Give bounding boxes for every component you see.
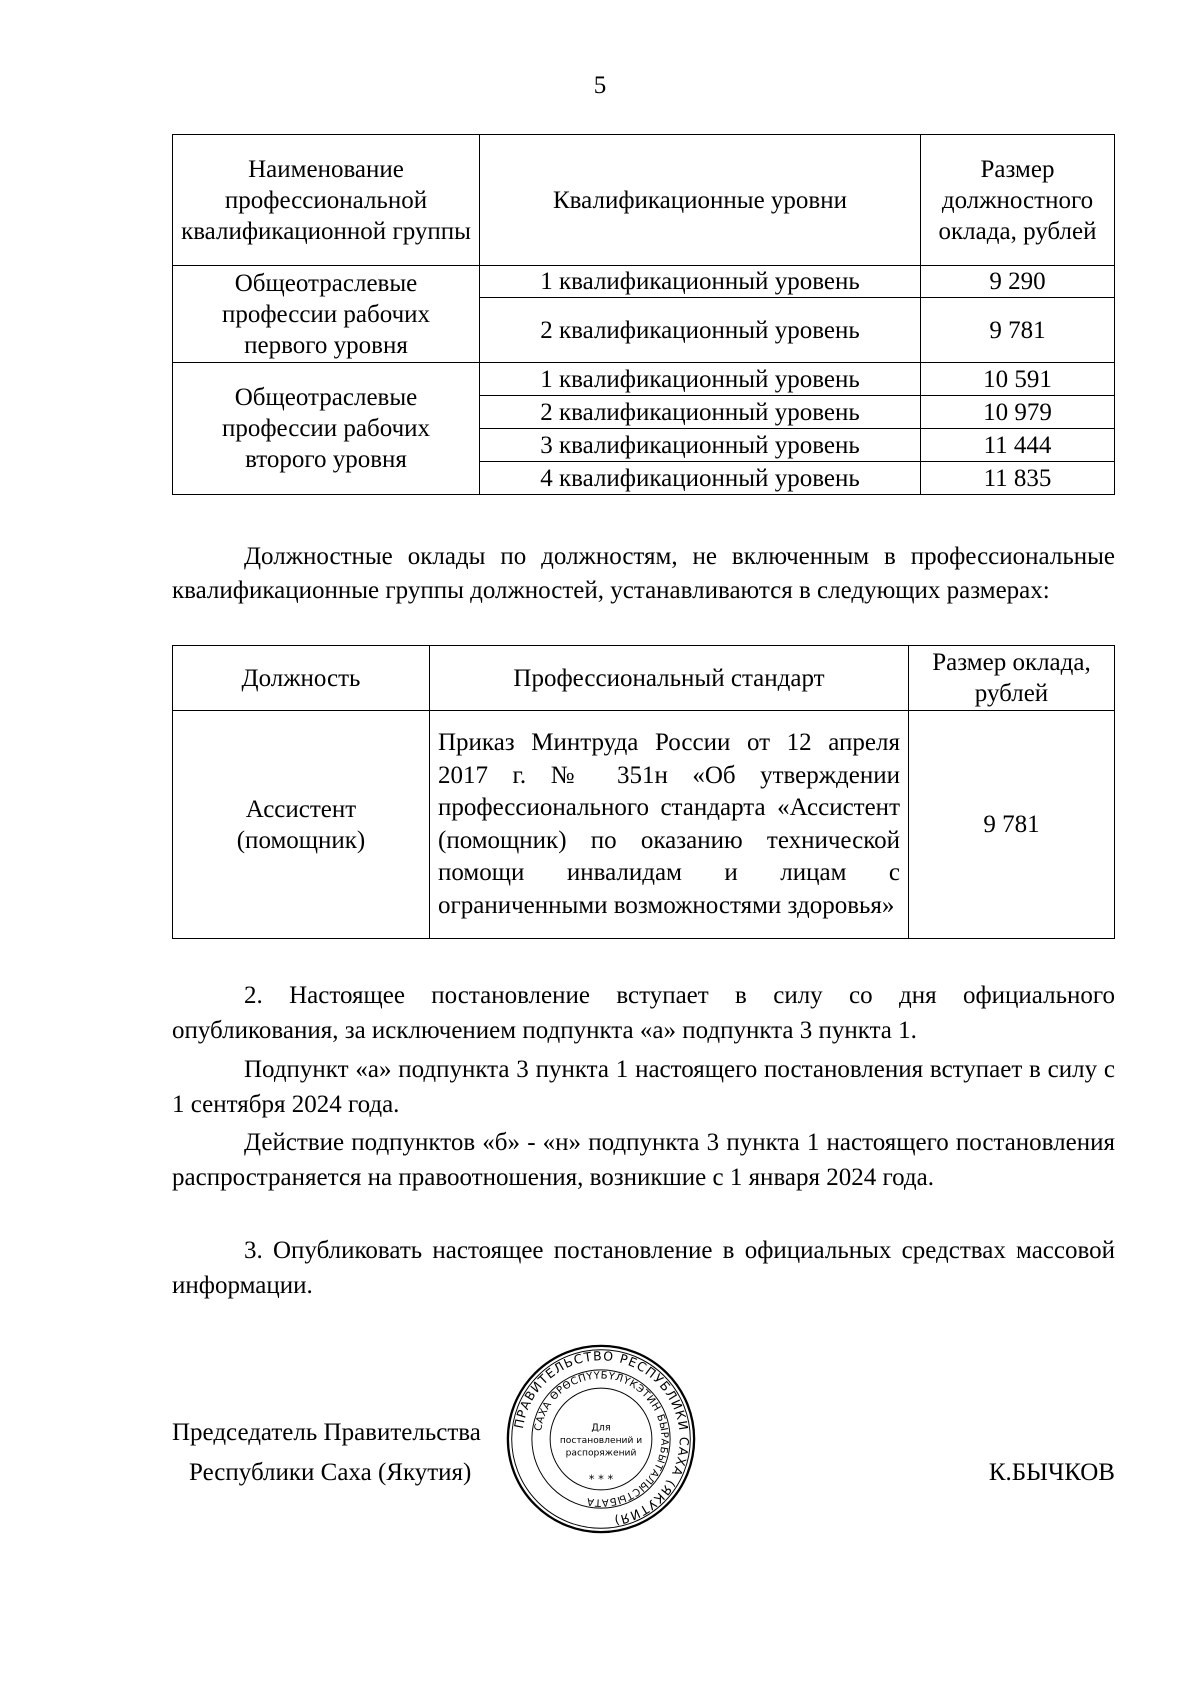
signature-title <box>172 1413 481 1493</box>
table-row <box>173 711 1115 939</box>
table-row <box>173 266 1115 298</box>
seal-center-line-2: постановлений и <box>559 1435 643 1446</box>
group-name-cell: Общеотраслевые профессии рабочих второго уровня <box>173 363 480 495</box>
header-standard: Профессиональный стандарт <box>430 646 909 711</box>
position-table <box>172 645 1115 939</box>
salary-cell: 9 290 <box>921 266 1115 298</box>
paragraph-subitems-b-n: Действие подпунктов «б» - «н» подпункта 3 пункта 1 настоящего постановления распространяется на правоотношения, возникшие с 1 января 2024 года. <box>172 1129 1115 1191</box>
level-cell: 2 квалификационный уровень <box>480 396 921 429</box>
table-header-row <box>173 135 1115 266</box>
page-number: 5 <box>593 72 607 99</box>
level-cell: 3 квалификационный уровень <box>480 429 921 462</box>
intro-paragraph: Должностные оклады по должностям, не включенным в профессиональные квалификационные группы должностей, устанавливаются в следующих размерах: <box>172 543 1115 604</box>
level-cell: 1 квалификационный уровень <box>480 363 921 396</box>
level-cell: 1 квалификационный уровень <box>480 266 921 298</box>
paragraph-item-3: 3. Опубликовать настоящее постановление в официальных средствах массовой информации. <box>172 1237 1115 1299</box>
group-name-cell: Общеотраслевые профессии рабочих первого уровня <box>173 266 480 363</box>
salary-cell: 10 591 <box>921 363 1115 396</box>
header-salary: Размер должностного оклада, рублей <box>921 135 1115 266</box>
seal-stars: * * * <box>588 1472 614 1487</box>
seal-inner-text: САХА ӨРӨСПҮҮБҮЛҮКЭТИН БЫРАБЫТАЛЫСТЫБАТА <box>533 1370 670 1508</box>
level-cell: 2 квалификационный уровень <box>480 298 921 363</box>
table-row <box>173 363 1115 396</box>
salary-cell: 11 444 <box>921 429 1115 462</box>
salary-cell: 11 835 <box>921 462 1115 495</box>
header-levels: Квалификационные уровни <box>480 135 921 266</box>
salary-cell: 9 781 <box>909 711 1115 939</box>
salary-cell: 9 781 <box>921 298 1115 363</box>
paragraph-subitem-a: Подпункт «а» подпункта 3 пункта 1 настоящего постановления вступает в силу с 1 сентября 2024 года. <box>172 1056 1115 1118</box>
official-seal-icon <box>505 1343 697 1535</box>
paragraph-item-2: 2. Настоящее постановление вступает в силу со дня официального опубликования, за исключением подпункта «а» подпункта 3 пункта 1. <box>172 982 1115 1044</box>
signature-title-line-1: Председатель Правительства <box>172 1419 481 1446</box>
seal-center-line-3: распоряжений <box>565 1448 637 1459</box>
header-group-name: Наименование профессиональной квалификационной группы <box>173 135 480 266</box>
salary-cell: 10 979 <box>921 396 1115 429</box>
standard-cell: Приказ Минтруда России от 12 апреля 2017 г. № 351н «Об утверждении профессионального стандарта «Ассистент (помощник) по оказанию технической помощи инвалидам и лицам с ограниченными возможностями здоровья» <box>430 711 909 939</box>
level-cell: 4 квалификационный уровень <box>480 462 921 495</box>
header-position: Должность <box>173 646 430 711</box>
signature-name: К.БЫЧКОВ <box>988 1459 1115 1486</box>
seal-center-line-1: Для <box>591 1422 611 1434</box>
qualification-table <box>172 134 1115 495</box>
position-cell: Ассистент (помощник) <box>173 711 430 939</box>
signature-title-line-2: Республики Саха (Якутия) <box>189 1459 472 1486</box>
seal-outer-text: ПРАВИТЕЛЬСТВО РЕСПУБЛИКИ САХА (ЯКУТИЯ) <box>510 1348 692 1529</box>
header-salary: Размер оклада, рублей <box>909 646 1115 711</box>
table-header-row <box>173 646 1115 711</box>
